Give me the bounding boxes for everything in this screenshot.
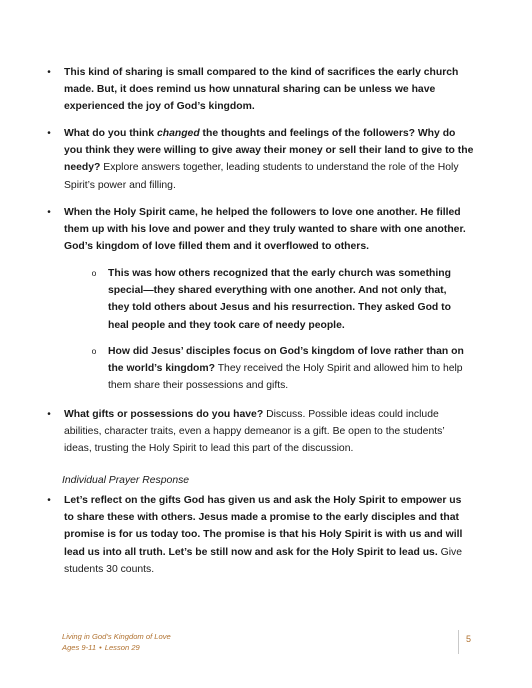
bullet-bold-text: When the Holy Spirit came, he helped the followers to love one another. He filled them up with his love and power and they truly wanted to share with one another. God’s kingdom of love filled them and it overflowed to others. — [64, 207, 466, 253]
bullet-bold-text: the thoughts and feelings of the followers? Why do you think they were willing to give away their money or sell their land to give to the needy? — [64, 128, 474, 174]
bullet-bold-italic-text: changed — [156, 128, 200, 139]
footer-ages: Ages 9-11 — [62, 643, 97, 652]
bullet-item-holy-spirit — [47, 204, 474, 256]
bullet-bold-text: What gifts or possessions do you have? — [64, 409, 264, 420]
bullet-bold-text: How did Jesus’ disciples focus on God’s kingdom of love rather than on the world’s kingdom? — [108, 346, 464, 375]
bullet-item-reflect — [47, 492, 474, 578]
bullet-normal-text: Give students 30 counts. — [64, 546, 462, 575]
bullet-marker: • — [47, 495, 51, 506]
footer-title: Living in God’s Kingdom of Love — [62, 632, 171, 641]
bullet-item-sharing — [47, 64, 474, 116]
footer-meta — [62, 642, 171, 653]
bullet-bold-text: This was how others recognized that the early church was something special—they shared everything with one another. And not only that, they told others about Jesus and his resurrection. They asked God to heal people and they took care of needy people. — [108, 268, 451, 331]
sub-bullet-item-disciples — [91, 343, 470, 395]
bullet-normal-text: They received the Holy Spirit and allowed him to help them share their possessions and gifts. — [108, 363, 463, 392]
bullet-bold-text: This kind of sharing is small compared to the kind of sacrifices the early church made. But, it does remind us how unnatural sharing can be unless we have experienced the joy of God’s kingdom. — [64, 67, 459, 113]
page-footer — [62, 631, 171, 653]
bullet-normal-text: Explore answers together, leading students to understand the role of the Holy Spirit’s power and filling. — [64, 162, 459, 191]
bullet-bold-text: What do you think — [64, 128, 157, 139]
bullet-marker: • — [47, 207, 51, 218]
page-number: 5 — [466, 634, 472, 644]
section-heading: Individual Prayer Response — [62, 475, 190, 486]
bullet-item-changed — [47, 125, 474, 194]
bullet-marker: • — [47, 67, 51, 78]
sub-bullet-item-recognized — [91, 265, 470, 334]
bullet-normal-text: Discuss. Possible ideas could include abilities, character traits, even a happy demeanor is a gift. Be open to the students’ ideas, trusting the Holy Spirit to lead this part of the discussion. — [64, 409, 445, 455]
bullet-item-gifts — [47, 406, 474, 458]
footer-divider — [458, 630, 459, 654]
footer-separator: • — [99, 643, 102, 652]
sub-bullet-marker: o — [91, 268, 97, 278]
footer-lesson: Lesson 29 — [104, 643, 140, 652]
bullet-marker: • — [47, 128, 51, 139]
bullet-marker: • — [47, 409, 51, 420]
bullet-bold-text: Let’s reflect on the gifts God has given us and ask the Holy Spirit to empower us to share these with others. Jesus made a promise to the early disciples and that promise is for us today too. The promise is that his Holy Spirit is with us and will lead us into all truth. Let’s be still now and ask for the Holy Spirit to lead us. — [64, 495, 463, 558]
sub-bullet-marker: o — [91, 346, 97, 356]
